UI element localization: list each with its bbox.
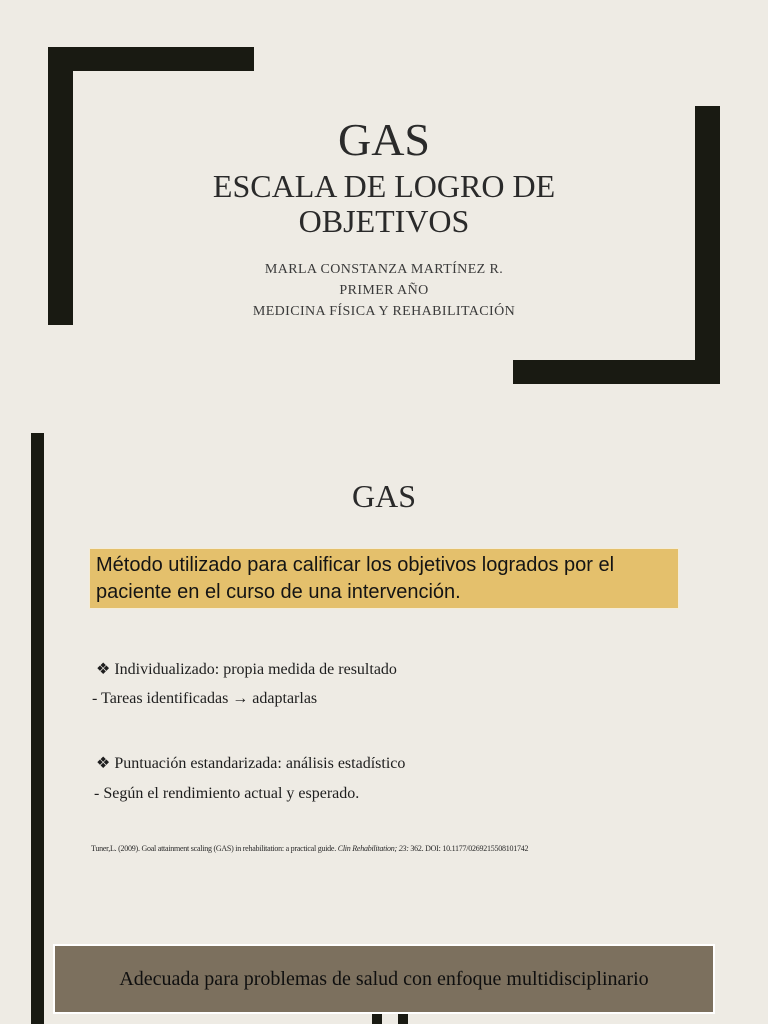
frame-top-left-horizontal <box>48 47 254 71</box>
author-info <box>0 259 768 322</box>
author-name: MARLA CONSTANZA MARTÍNEZ R. <box>264 262 504 277</box>
author-department: MEDICINA FÍSICA Y REHABILITACIÓN <box>252 304 516 319</box>
citation-doi: 362. DOI: 10.1177/0269215508101742 <box>408 844 529 853</box>
author-year: PRIMER AÑO <box>339 283 429 298</box>
connector-stub <box>372 1014 382 1024</box>
citation-authors: Tuner,L. (2009). Goal attainment scaling (GAS) in rehabilitation: a practical guide. <box>91 844 338 853</box>
slide-subtitle <box>0 169 768 239</box>
citation-journal: Clin Rehabilitation; 23: <box>337 844 409 853</box>
subtitle-line-2: OBJETIVOS <box>298 203 470 239</box>
citation <box>91 844 528 853</box>
subtitle-line-1: ESCALA DE LOGRO DE <box>212 168 556 204</box>
connector-stub <box>398 1014 408 1024</box>
left-accent-bar <box>31 433 44 1024</box>
multidisciplinary-banner <box>53 944 715 1014</box>
bullet-individualized: ❖ Individualizado: propia medida de resultado <box>96 661 397 678</box>
title-slide <box>0 0 768 410</box>
frame-bottom-right-horizontal <box>513 360 720 384</box>
title-block <box>0 115 768 322</box>
slide-title: GAS <box>337 114 431 165</box>
sub-point-tasks: - Tareas identificadas → adaptarlas <box>92 690 318 707</box>
bullet-standardized: ❖ Puntuación estandarizada: análisis estadístico <box>96 755 406 772</box>
content-title: GAS <box>351 478 416 514</box>
content-slide <box>0 410 768 1024</box>
banner-text: Adecuada para problemas de salud con enfoque multidisciplinario <box>119 967 649 990</box>
sub-point-performance: - Según el rendimiento actual y esperado. <box>94 785 360 802</box>
definition-box: Método utilizado para calificar los objetivos logrados por el paciente en el curso de una intervención. <box>89 548 679 609</box>
